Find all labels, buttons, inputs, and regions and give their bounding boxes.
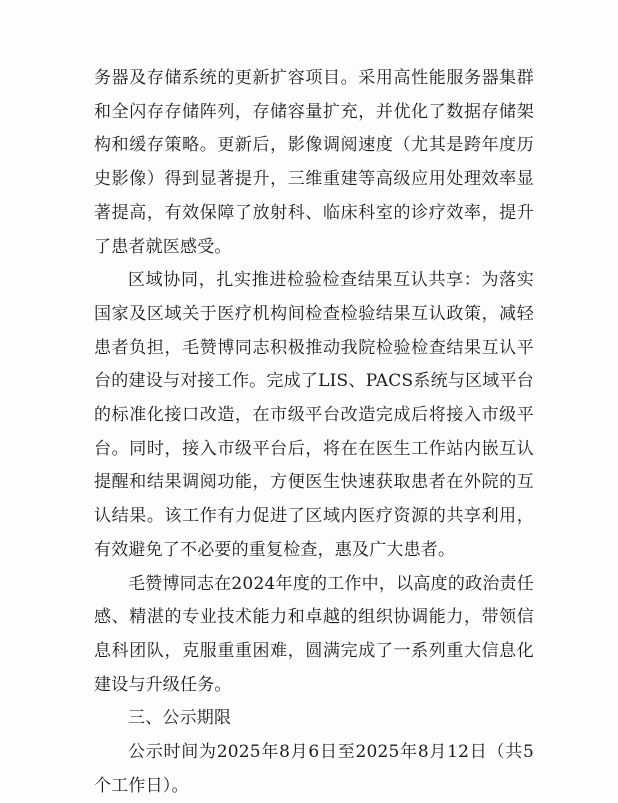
document-body <box>94 62 534 803</box>
paragraph-publicity-period: 公示时间为2025年8月6日至2025年8月12日（共5个工作日）。 <box>94 742 534 796</box>
paragraph-regional-collaboration: 区域协同，扎实推进检验检查结果互认共享：为落实国家及区域关于医疗机构间检查检验结果互认政策，减轻患者负担，毛赞博同志积极推动我院检验检查结果互认平台的建设与对接工作。完成了LIS、PACS系统与区域平台的标准化接口改造，在市级平台改造完成后将接入市级平台。同时，接入市级平台后，将在在医生工作站内嵌互认提醒和结果调阅功能，方便医生快速获取患者在外院的互认结果。该工作有力促进了区域内医疗资源的共享利用，有效避免了不必要的重复检查，惠及广大患者。 <box>94 270 534 560</box>
section-heading-publicity-period: 三、公示期限 <box>128 708 232 729</box>
paragraph-summary: 毛赞博同志在2024年度的工作中，以高度的政治责任感、精湛的专业技术能力和卓越的组织协调能力，带领信息科团队，克服重重困难，圆满完成了一系列重大信息化建设与升级任务。 <box>94 573 534 695</box>
paragraph-continued: 务器及存储系统的更新扩容项目。采用高性能服务器集群和全闪存存储阵列，存储容量扩充，并优化了数据存储架构和缓存策略。更新后，影像调阅速度（尤其是跨年度历史影像）得到显著提升，三维重建等高级应用处理效率显著提高，有效保障了放射科、临床科室的诊疗效率，提升了患者就医感受。 <box>94 68 534 257</box>
